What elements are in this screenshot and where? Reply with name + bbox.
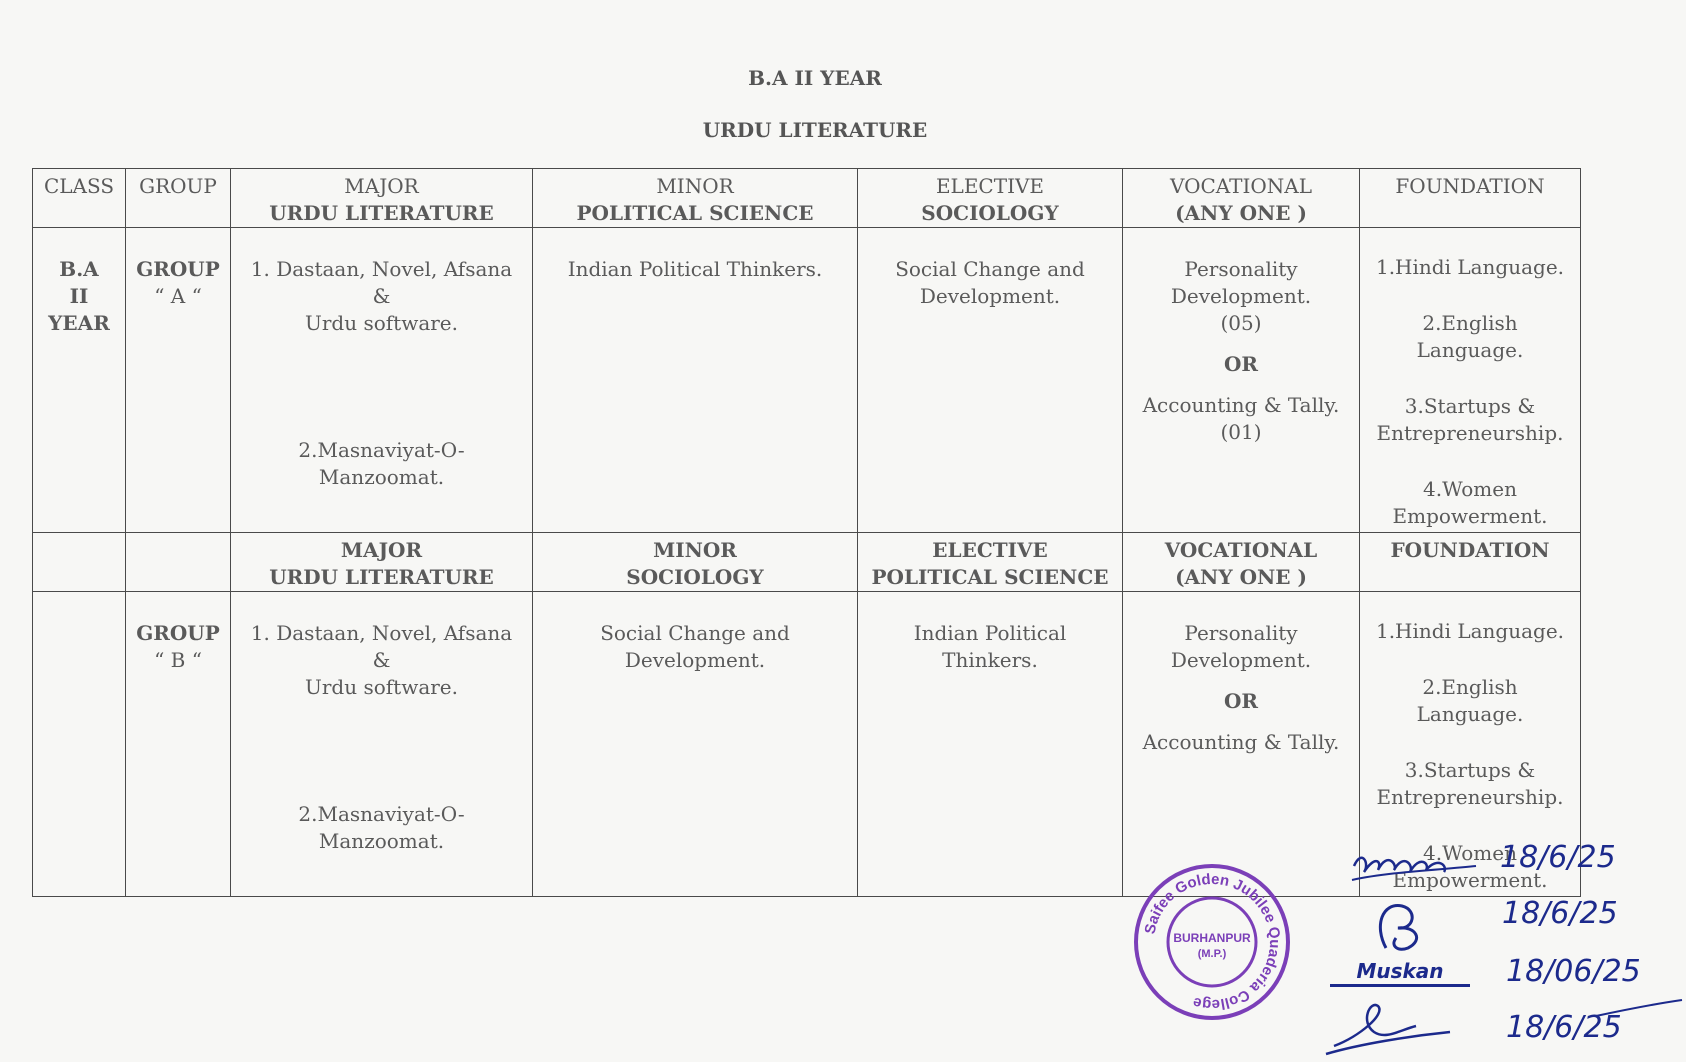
- major-cell: 1. Dastaan, Novel, Afsana & Urdu software. 2.Masnaviyat-O-Manzoomat.: [231, 228, 533, 533]
- signature-4-date: 18/6/25: [1506, 1010, 1622, 1045]
- minor-cell: Indian Political Thinkers.: [533, 228, 858, 533]
- vocational-cell: Personality Development. OR Accounting & Tally.: [1123, 592, 1360, 897]
- header-vocational: VOCATIONAL (ANY ONE ): [1123, 533, 1360, 592]
- foundation-cell: 1.Hindi Language. 2.English Language. 3.Startups & Entrepreneurship. 4.Women Empowerment.: [1360, 592, 1581, 897]
- elective-cell: Indian Political Thinkers.: [858, 592, 1123, 897]
- group-cell: GROUP “ B “: [126, 592, 231, 897]
- header-foundation: FOUNDATION: [1360, 533, 1581, 592]
- header-vocational: VOCATIONAL (ANY ONE ): [1123, 169, 1360, 228]
- signature-4-stroke: [1594, 998, 1684, 1018]
- major-cell: 1. Dastaan, Novel, Afsana & Urdu software. 2.Masnaviyat-O-Manzoomat.: [231, 592, 533, 897]
- header-group: GROUP: [126, 169, 231, 228]
- elective-cell: Social Change and Development.: [858, 228, 1123, 533]
- signature-3-name: Muskan: [1330, 958, 1470, 987]
- header-class: CLASS: [33, 169, 126, 228]
- document-subject: URDU LITERATURE: [702, 118, 928, 142]
- stamp-center-2: (M.P.): [1197, 948, 1227, 960]
- header-elective: ELECTIVE SOCIOLOGY: [858, 169, 1123, 228]
- group-cell: GROUP “ A “: [126, 228, 231, 533]
- header-class-empty: [33, 533, 126, 592]
- class-cell: B.A II YEAR: [33, 228, 126, 533]
- header-major: MAJOR URDU LITERATURE: [231, 169, 533, 228]
- signature-1-date: 18/6/25: [1500, 840, 1616, 875]
- signature-2-date: 18/6/25: [1502, 896, 1618, 931]
- minor-cell: Social Change and Development.: [533, 592, 858, 897]
- header-minor: MINOR POLITICAL SCIENCE: [533, 169, 858, 228]
- header-row-a: [33, 169, 1581, 228]
- header-foundation: FOUNDATION: [1360, 169, 1581, 228]
- header-elective: ELECTIVE POLITICAL SCIENCE: [858, 533, 1123, 592]
- signature-2: [1368, 896, 1438, 956]
- document-title: B.A II YEAR: [748, 66, 882, 90]
- header-row-b: [33, 533, 1581, 592]
- header-major: MAJOR URDU LITERATURE: [231, 533, 533, 592]
- signature-1: [1348, 836, 1488, 896]
- stamp-ring-text: Saifee Golden Jubilee Quaderia College: [1141, 870, 1284, 1014]
- signature-3-date: 18/06/25: [1506, 954, 1641, 989]
- college-stamp: [1132, 862, 1292, 1022]
- vocational-cell: Personality Development. (05) OR Accounting & Tally. (01): [1123, 228, 1360, 533]
- foundation-cell: 1.Hindi Language. 2.English Language. 3.Startups & Entrepreneurship. 4.Women Empowerment.: [1360, 228, 1581, 533]
- syllabus-table: [32, 168, 1581, 897]
- class-cell: [33, 592, 126, 897]
- signature-4: [1320, 996, 1460, 1058]
- header-group-empty: [126, 533, 231, 592]
- table-row: [33, 228, 1581, 533]
- header-minor: MINOR SOCIOLOGY: [533, 533, 858, 592]
- stamp-center-1: BURHANPUR: [1173, 931, 1251, 945]
